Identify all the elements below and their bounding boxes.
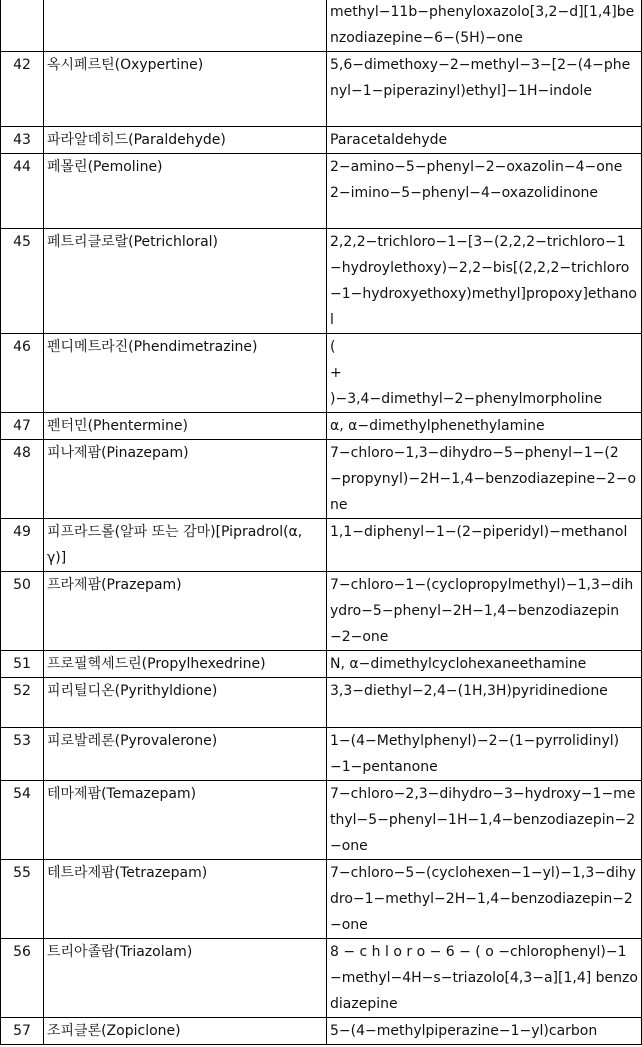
row-number: 54 <box>1 781 44 860</box>
substance-name: 피나제팜(Pinazepam) <box>44 440 327 519</box>
table-row <box>1 781 642 860</box>
substance-name: 테트라제팜(Tetrazepam) <box>44 860 327 939</box>
row-number: 43 <box>1 127 44 154</box>
chemical-name: 2,2,2−trichloro−1−[3−(2,2,2−trichloro−1−hydroylethoxy)−2,2−bis[(2,2,2−trichloro−1−hydroxyethoxy)methyl]propoxy]ethanol <box>327 229 642 334</box>
table-row <box>1 413 642 440</box>
substance-name: 테마제팜(Temazepam) <box>44 781 327 860</box>
substance-name: 옥시페르틴(Oxypertine) <box>44 52 327 127</box>
table-row <box>1 52 642 127</box>
row-number: 45 <box>1 229 44 334</box>
chemical-name: 7−chloro−1−(cyclopropylmethyl)−1,3−dihydro−5−phenyl−2H−1,4−benzodiazepin−2−one <box>327 572 642 651</box>
chemical-name: 1−(4−Methylphenyl)−2−(1−pyrrolidinyl)−1−pentanone <box>327 728 642 781</box>
table-row <box>1 440 642 519</box>
chemical-name: ( + )−3,4−dimethyl−2−phenylmorpholine <box>327 334 642 413</box>
table-row <box>1 0 642 52</box>
row-number: 55 <box>1 860 44 939</box>
table-row <box>1 572 642 651</box>
chemical-name: Paracetaldehyde <box>327 127 642 154</box>
chemical-name: 5−(4−methylpiperazine−1−yl)carbon <box>327 1018 642 1045</box>
substance-name: 펜디메트라진(Phendimetrazine) <box>44 334 327 413</box>
chemical-name: N, α−dimethylcyclohexaneethamine <box>327 651 642 678</box>
row-number: 56 <box>1 939 44 1018</box>
chemical-name: 5,6−dimethoxy−2−methyl−3−[2−(4−phenyl−1−piperazinyl)ethyl]−1H−indole <box>327 52 642 127</box>
substance-name: 피로발레론(Pyrovalerone) <box>44 728 327 781</box>
substance-name: 피리틸디온(Pyrithyldione) <box>44 678 327 728</box>
table-row <box>1 229 642 334</box>
table-body <box>1 0 642 1045</box>
chemical-name: 7−chloro−5−(cyclohexen−1−yl)−1,3−dihydro−1−methyl−2H−1,4−benzodiazepin−2−one <box>327 860 642 939</box>
table-row <box>1 519 642 572</box>
table-row <box>1 728 642 781</box>
substance-name <box>44 0 327 52</box>
row-number: 51 <box>1 651 44 678</box>
substance-name: 트리아졸람(Triazolam) <box>44 939 327 1018</box>
row-number: 57 <box>1 1018 44 1045</box>
substance-name: 프로필헥세드린(Propylhexedrine) <box>44 651 327 678</box>
chemical-name: α, α−dimethylphenethylamine <box>327 413 642 440</box>
row-number: 46 <box>1 334 44 413</box>
table-row <box>1 334 642 413</box>
chemical-name: 7−chloro−1,3−dihydro−5−phenyl−1−(2−propynyl)−2H−1,4−benzodiazepine−2−one <box>327 440 642 519</box>
chemical-name: 7−chloro−2,3−dihydro−3−hydroxy−1−methyl−5−phenyl−1H−1,4−benzodiazepin−2−one <box>327 781 642 860</box>
row-number: 49 <box>1 519 44 572</box>
row-number <box>1 0 44 52</box>
chemical-name: 8 − c h l o r o − 6 − ( o −chlorophenyl)−1−methyl−4H−s−triazolo[4,3−a][1,4] benzodiazepine <box>327 939 642 1018</box>
table-row <box>1 860 642 939</box>
table-row <box>1 127 642 154</box>
row-number: 44 <box>1 154 44 229</box>
table-row <box>1 651 642 678</box>
chemical-name: 1,1−diphenyl−1−(2−piperidyl)−methanol <box>327 519 642 572</box>
substance-name: 피프라드롤(알파 또는 감마)[Pipradrol(α, γ)] <box>44 519 327 572</box>
row-number: 50 <box>1 572 44 651</box>
substance-name: 조피클론(Zopiclone) <box>44 1018 327 1045</box>
row-number: 52 <box>1 678 44 728</box>
row-number: 42 <box>1 52 44 127</box>
substance-name: 펜터민(Phentermine) <box>44 413 327 440</box>
substance-name: 파라알데히드(Paraldehyde) <box>44 127 327 154</box>
row-number: 47 <box>1 413 44 440</box>
row-number: 53 <box>1 728 44 781</box>
chemical-name: 3,3−diethyl−2,4−(1H,3H)pyridinedione <box>327 678 642 728</box>
substance-name: 페몰린(Pemoline) <box>44 154 327 229</box>
table-row <box>1 939 642 1018</box>
substance-name: 페트리클로랄(Petrichloral) <box>44 229 327 334</box>
table-row <box>1 1018 642 1045</box>
substance-name: 프라제팜(Prazepam) <box>44 572 327 651</box>
row-number: 48 <box>1 440 44 519</box>
chemical-name: methyl−11b−phenyloxazolo[3,2−d][1,4]benzodiazepine−6−(5H)−one <box>327 0 642 52</box>
chemical-name: 2−amino−5−phenyl−2−oxazolin−4−one 2−imino−5−phenyl−4−oxazolidinone <box>327 154 642 229</box>
table-row <box>1 154 642 229</box>
table-row <box>1 678 642 728</box>
